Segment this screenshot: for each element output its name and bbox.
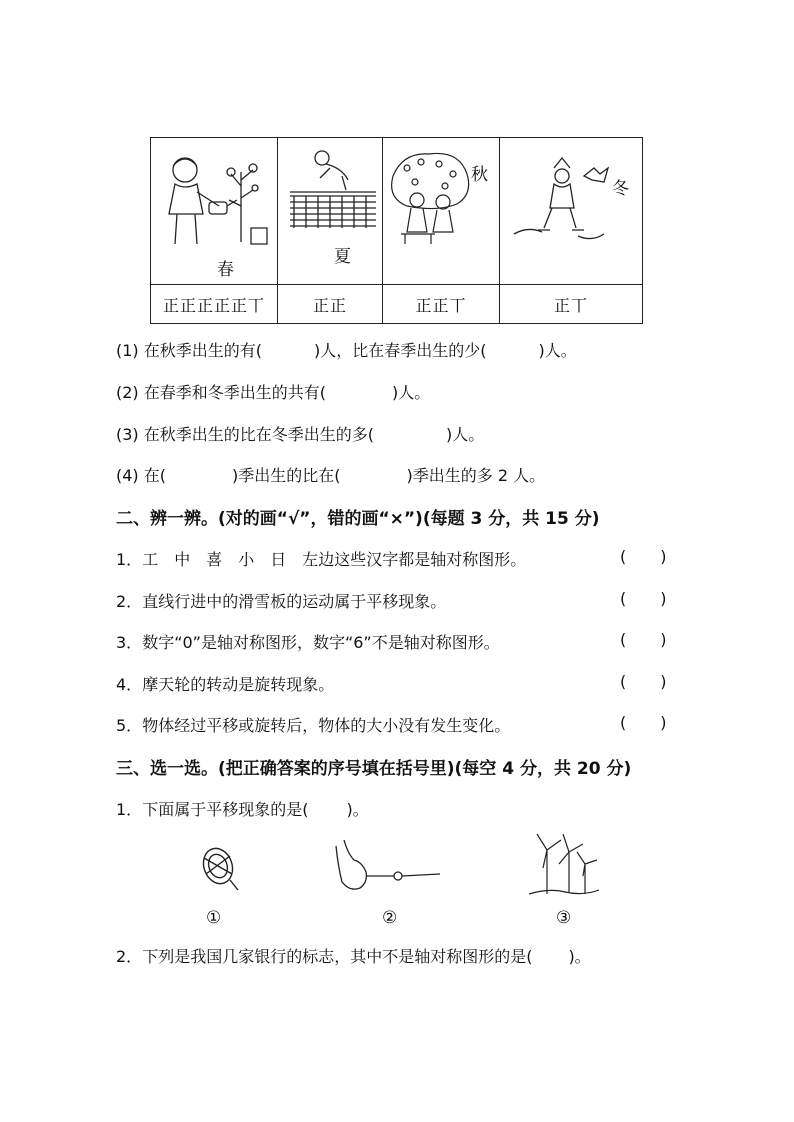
judge-answer-4[interactable]: ( ) (620, 672, 667, 691)
question-1-3: (3) 在秋季出生的比在冬季出生的多( )人。 (116, 425, 485, 444)
judge-answer-1[interactable]: ( ) (620, 547, 667, 566)
judge-item-3: 3．数字“0”是轴对称图形，数字“6”不是轴对称图形。 (116, 633, 500, 652)
autumn-cell (383, 138, 500, 285)
summer-cell (278, 138, 383, 285)
spinning-wheel-image (196, 840, 244, 894)
judge-item-5: 5．物体经过平移或旋转后，物体的大小没有发生变化。 (116, 716, 511, 735)
question-1-1: (1) 在秋季出生的有( )人，比在春季出生的少( )人。 (116, 341, 577, 360)
season-label-winter: 冬 (612, 179, 629, 199)
wind-turbines-image (525, 828, 601, 896)
tally-summer: 正正 (278, 285, 383, 324)
question-1-4: (4) 在( )季出生的比在( )季出生的多 2 人。 (116, 466, 546, 485)
spring-cell (151, 138, 278, 285)
tally-autumn: 正正丅 (383, 285, 500, 324)
choice-question-1: 1．下面属于平移现象的是( )。 (116, 800, 369, 819)
option-label-2: ② (382, 908, 398, 928)
judge-item-2: 2．直线行进中的滑雪板的运动属于平移现象。 (116, 592, 447, 611)
judge-answer-5[interactable]: ( ) (620, 713, 667, 732)
option-label-1: ① (206, 908, 222, 928)
season-label-spring: 春 (217, 260, 234, 280)
judge-answer-3[interactable]: ( ) (620, 630, 667, 649)
boy-watering-tree-image (155, 146, 271, 246)
judge-item-1: 1．工 中 喜 小 日 左边这些汉字都是轴对称图形。 (116, 550, 527, 569)
judge-item-4: 4．摩天轮的转动是旋转现象。 (116, 675, 335, 694)
section-2-heading: 二、辨一辨。(对的画“√”，错的画“×”)(每题 3 分，共 15 分) (116, 509, 600, 529)
season-label-summer: 夏 (334, 247, 351, 267)
option-label-3: ③ (556, 908, 572, 928)
children-picking-fruit-image (387, 146, 473, 246)
section-3-heading: 三、选一选。(把正确答案的序号填在括号里)(每空 4 分，共 20 分) (116, 759, 632, 779)
tally-spring: 正正正正正丅 (151, 285, 278, 324)
tally-winter: 正丅 (500, 285, 643, 324)
winter-cell (500, 138, 643, 285)
season-label-autumn: 秋 (471, 165, 488, 185)
judge-answer-2[interactable]: ( ) (620, 589, 667, 608)
choice-question-2: 2．下列是我国几家银行的标志，其中不是轴对称图形的是( )。 (116, 947, 591, 966)
child-diving-image (282, 146, 378, 236)
season-birth-table (150, 137, 643, 324)
question-1-2: (2) 在春季和冬季出生的共有( )人。 (116, 383, 431, 402)
child-skating-image (504, 146, 614, 246)
hand-pushing-syringe-image (330, 838, 442, 894)
